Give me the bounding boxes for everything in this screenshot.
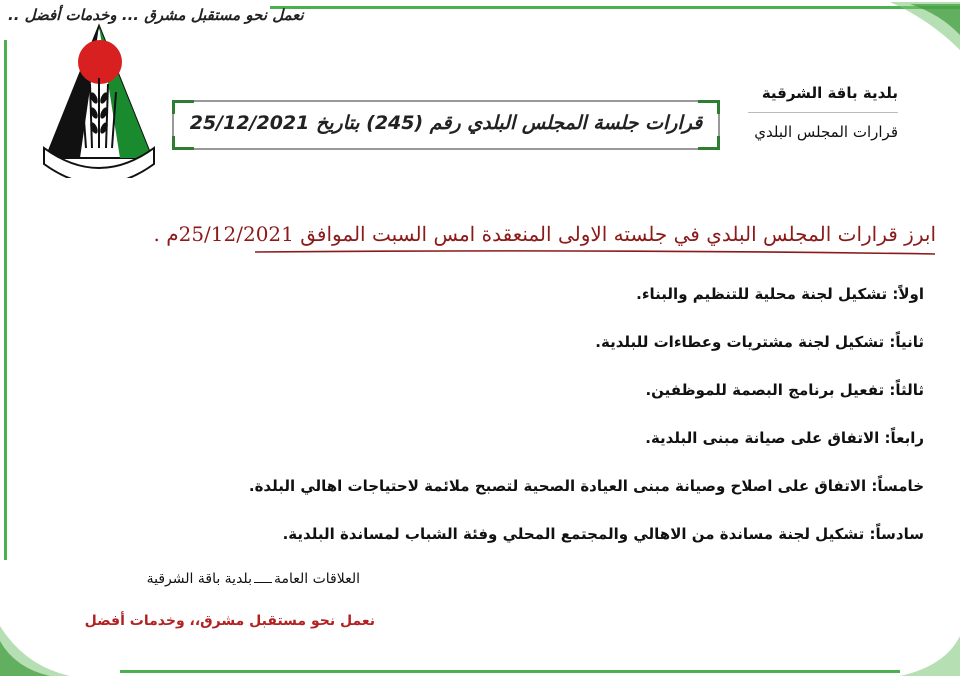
headline-underline [255, 248, 935, 256]
municipality-logo [40, 18, 158, 178]
organization-department: قرارات المجلس البلدي [754, 123, 898, 141]
top-slogan: نعمل نحو مستقبل مشرق ... وخدمات أفضل .. [8, 6, 304, 24]
frame-top-line [270, 6, 960, 9]
document-title: قرارات جلسة المجلس البلدي رقم (245) بتاريخ 25/12/2021 [189, 112, 703, 134]
decision-item: رابعاً: الاتفاق على صيانة مبنى البلدية. [645, 429, 924, 447]
bottom-slogan: نعمل نحو مستقبل مشرق،، وخدمات أفضل [84, 613, 375, 629]
signature-department: العلاقات العامة [273, 571, 360, 587]
decision-item: خامساً: الاتفاق على اصلاح وصيانة مبنى العيادة الصحية لتصبح ملائمة لاحتياجات اهالي البلدة. [248, 477, 924, 495]
decisions-list [224, 284, 924, 572]
signature [147, 571, 360, 587]
organization-header [748, 78, 898, 147]
frame-left-line [4, 40, 7, 560]
decision-item: ثالثاً: تفعيل برنامج البصمة للموظفين. [645, 381, 924, 399]
corner-decoration-top-right [890, 0, 960, 50]
title-box [172, 100, 720, 150]
decision-item: ثانياً: تشكيل لجنة مشتريات وعطاءات للبلدية. [595, 333, 924, 351]
decision-item: سادساً: تشكيل لجنة مساندة من الاهالي والمجتمع المحلي وفئة الشباب لمساندة البلدية. [282, 525, 924, 543]
decision-item: اولاً: تشكيل لجنة محلية للتنظيم والبناء. [636, 285, 924, 303]
frame-bottom-line [120, 670, 900, 673]
signature-organization: بلدية باقة الشرقية [146, 571, 252, 587]
organization-divider [748, 112, 898, 113]
corner-decoration-bottom-left [0, 626, 70, 676]
signature-separator [254, 582, 272, 583]
corner-decoration-bottom-right [900, 636, 960, 676]
organization-name: بلدية باقة الشرقية [761, 84, 898, 102]
headline: ابرز قرارات المجلس البلدي في جلسته الاولى المنعقدة امس السبت الموافق 25/12/2021م . [153, 222, 936, 246]
